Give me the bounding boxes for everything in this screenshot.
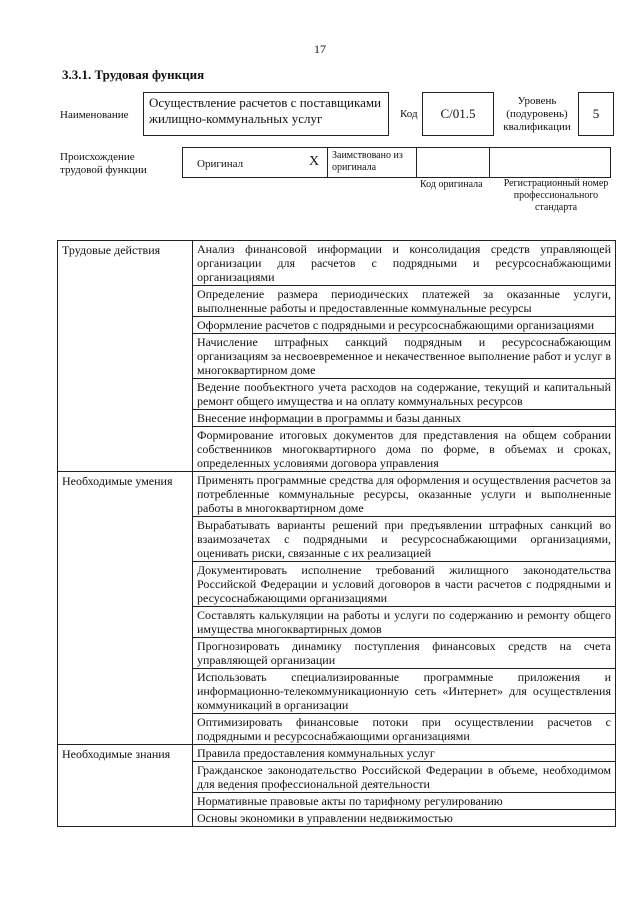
description-cell: Правила предоставления коммунальных услуг xyxy=(193,745,616,762)
description-cell: Документировать исполнение требований жилищного законодательства Российской Федерации и условий договоров в части расчетов с подрядными и ресусоснабжающими организациями xyxy=(193,562,616,607)
original-text: Оригинал xyxy=(197,158,244,170)
description-cell: Использовать специализированные программные приложения и информационно-телекоммуникационную сеть «Интернет» для осуществления коммуникаций в организации xyxy=(193,669,616,714)
code-original-label: Код оригинала xyxy=(420,179,483,190)
description-cell: Начисление штрафных санкций подрядным и ресурсоснабжающим организациям за несвоевременное и некачественное выполнение работ и услуг в многоквартирном доме xyxy=(193,334,616,379)
category-cell: Трудовые действия xyxy=(58,241,193,472)
name-label: Наименование xyxy=(60,109,129,121)
table-row xyxy=(58,745,616,762)
original-mark: X xyxy=(309,154,320,169)
table-row xyxy=(58,472,616,517)
description-cell: Оптимизировать финансовые потоки при осуществлении расчетов с подрядными и ресурсоснабжающими организациями xyxy=(193,714,616,745)
description-cell: Определение размера периодических платежей за оказанные услуги, выполненные работы и предоставленные коммунальные ресурсы xyxy=(193,286,616,317)
description-cell: Составлять калькуляции на работы и услуги по содержанию и ремонту общего имущества многоквартирных домов xyxy=(193,607,616,638)
function-code-box: С/01.5 xyxy=(422,92,494,136)
code-original-cell xyxy=(416,147,490,178)
description-cell: Вырабатывать варианты решений при предъявлении штрафных санкций во взаимозачетах с подрядными и ресурсоснабжающими организациями, оценивать риски, связанные с их реализацией xyxy=(193,517,616,562)
function-name-box: Осуществление расчетов с поставщиками жилищно-коммунальных услуг xyxy=(143,92,389,136)
origin-label: Происхождение трудовой функции xyxy=(60,151,147,176)
description-cell: Применять программные средства для оформления и осуществления расчетов за потребленные коммунальные ресурсы, оказанные услуги и выполненные работы в многоквартирном доме xyxy=(193,472,616,517)
description-cell: Гражданское законодательство Российской Федерации в объеме, необходимом для ведения профессиональной деятельности xyxy=(193,762,616,793)
code-label: Код xyxy=(400,108,418,120)
category-cell: Необходимые знания xyxy=(58,745,193,827)
borrowed-cell: Заимствовано из оригинала xyxy=(327,147,417,178)
description-cell: Прогнозировать динамику поступления финансовых средств на счета управляющей организации xyxy=(193,638,616,669)
reg-number-label: Регистрационный номер профессионального стандарта xyxy=(503,178,609,213)
category-cell: Необходимые умения xyxy=(58,472,193,745)
description-cell: Нормативные правовые акты по тарифному регулированию xyxy=(193,793,616,810)
function-table xyxy=(57,240,616,827)
description-cell: Внесение информации в программы и базы данных xyxy=(193,410,616,427)
description-cell: Ведение пообъектного учета расходов на содержание, текущий и капитальный ремонт общего имущества и на оплату коммунальных ресурсов xyxy=(193,379,616,410)
description-cell: Формирование итоговых документов для представления на общем собрании собственников многоквартирного дома по форме, в объемах и сроках, определенных условиями договора управления xyxy=(193,427,616,472)
original-cell xyxy=(182,147,328,178)
description-cell: Анализ финансовой информации и консолидация средств управляющей организации для расчетов с подрядными и ресурсоснабжающими организациями xyxy=(193,241,616,286)
origin-row xyxy=(182,147,614,178)
table-row xyxy=(58,241,616,286)
description-cell: Основы экономики в управлении недвижимостью xyxy=(193,810,616,827)
level-label: Уровень (подуровень) квалификации xyxy=(503,95,571,133)
level-box: 5 xyxy=(578,92,614,136)
page-number: 17 xyxy=(314,42,326,56)
description-cell: Оформление расчетов с подрядными и ресурсоснабжающими организациями xyxy=(193,317,616,334)
section-title: 3.3.1. Трудовая функция xyxy=(62,67,205,82)
reg-number-cell xyxy=(489,147,611,178)
